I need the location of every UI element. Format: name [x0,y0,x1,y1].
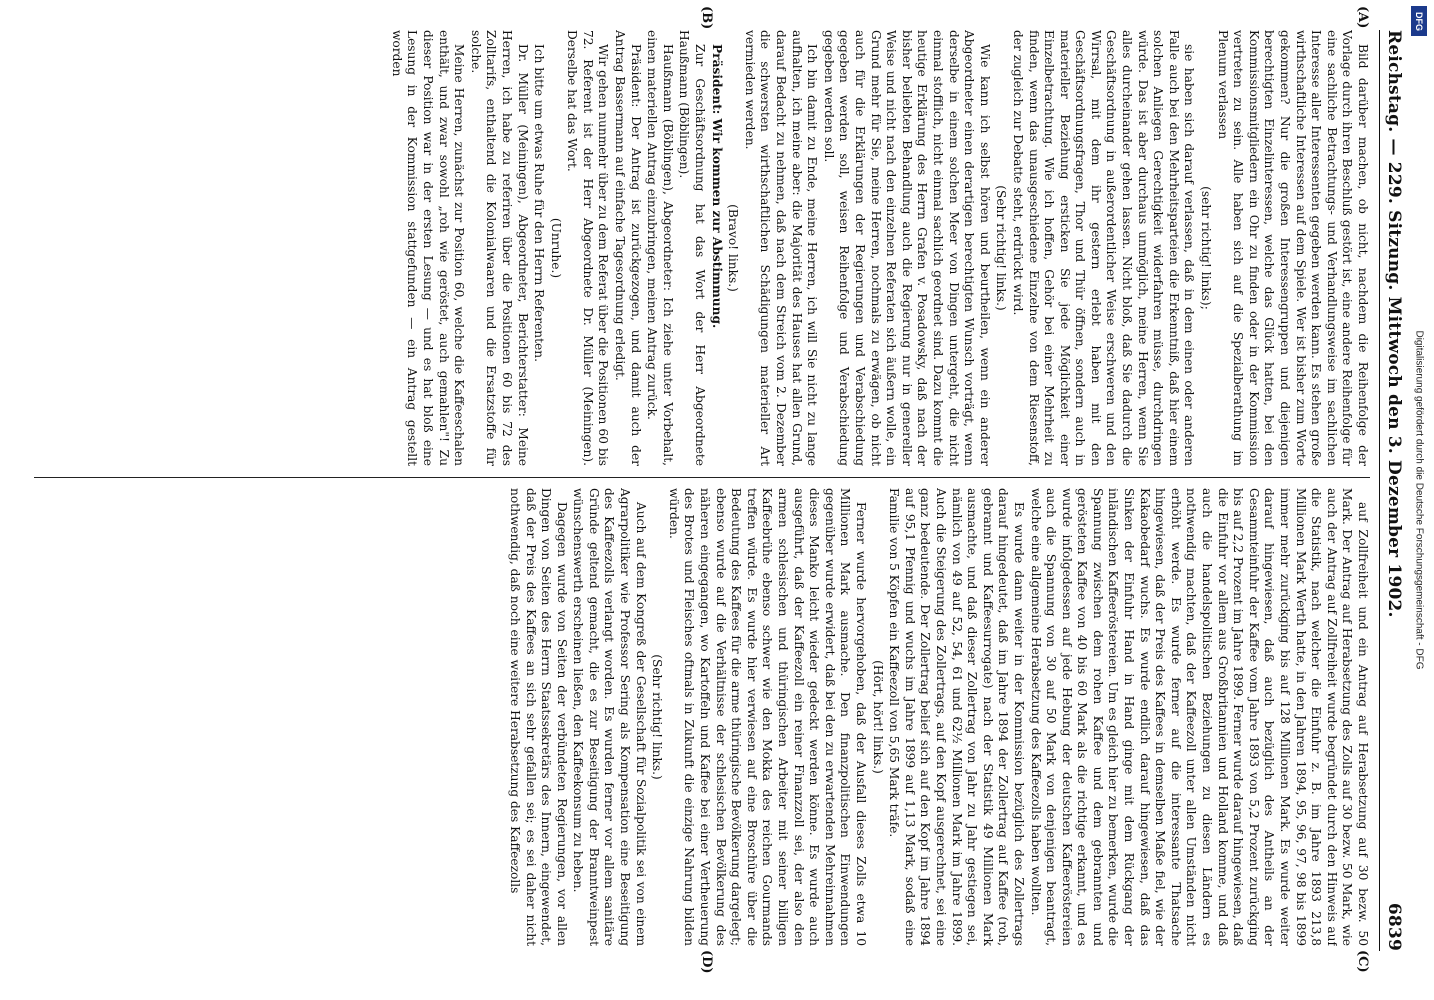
margin-mark-d: (D) [699,950,714,974]
paragraph: (Hört, hört! links.) [870,660,885,774]
paragraph: (Bravo! links.) [726,204,741,292]
paragraph: (Unruhe.) [548,217,563,279]
paragraph: Ich bin damit zu Ende, meine Herren, ich will Sie nicht zu lange aufhalten, ich meine aber: die Majorität des Hauses hat allen Grund, darauf Bedacht zu nehmen, daß nach dem Streich vom 2. Dezember die schwersten wirthschaftlichen Schädigungen materieller Art vermieden werden. [742,30,820,466]
paragraph: sie haben sich darauf verlassen, daß in dem einen oder anderen Falle auch bei den Mehrheitsparteien die Erkenntniß, daß hier einem solchen Anliegen Gerechtigkeit widerfahren müsse, durchdringen würde. Das ist aber durchaus unmöglich, meine Herren, wenn Sie alles durcheinander gehen lassen. Nicht bloß, daß Sie dadurch die Geschäftsordnung in außerordentlicher Weise erschweren und den Wirrsal, mit dem ihr gestern erlebt haben mit den Geschäftsordnungsfragen, Thor und Thür öffnen, sondern auch in materieller Beziehung ersticken Sie jede Möglichkeit einer Einzelbetrachtung. Wie ich hoffen, Gehör bei einer Mehrheit zu finden, wenn das unausgeschiedene Einzelne von dem Riesenstoff, der zugleich zur Debatte steht, erdrückt wird. [1010,30,1197,466]
paragraph: auf Zollfreiheit und ein Antrag auf Herabsetzung auf 30 bezw. 50 Mark. Der Antrag auf Herabsetzung des Zolls auf 30 bezw. 50 Mark, wie auch der Antrag auf Zollfreiheit wurde begründet durch den Hinweis auf die Statistik, nach welcher die Einfuhr z. B. im Jahre 1893 213,8 Millionen Mark Werth hatte, in den Jahren 1894, 95, 96, 97, 98 bis 1899 immer mehr zurückging bis auf 128 Millionen Mark. Es wurde weiter darauf hingewiesen, daß auch bezüglich des Antheils an der Gesammteinfuhr der Kaffee vom Jahre 1893 von 5,2 Prozent zurückging bis auf 2,2 Prozent im Jahre 1899. Ferner wurde darauf hingewiesen, daß die Einfuhr vor allem aus Großbritannien und Holland komme, und daß auch die handelspolitischen Beziehungen zu diesen Ländern es nothwendig machten, daß der Kaffeezoll unter allen Umständen nicht erhöht werde. Es wurde ferner auf die interessante Thatsache hingewiesen, daß der Preis des Kaffees in demselben Maße fiel, wie der Kakaobedarf wuchs. Es wurde endlich darauf hingewiesen, daß das Sinken der Einfuhr Hand in Hand ginge mit dem Rückgang der inländischen Kaffeeröstereien. Um es gleich hier zu bemerken, wurde die Spannung zwischen dem rohen Kaffee und dem gebrannten und gerösteten Kaffee von 40 bis 60 Mark als die richtige erkannt, und es wurde infolgedessen auf jede Hebung der deutschen Kaffeeröstereien auch die Spannung von 30 auf 50 Mark von denjenigen beantragt, welche eine allgemeine Herabsetzung des Kaffeezolls haben wollten. [1028,488,1370,946]
digitization-credit [1408,0,1430,1000]
paragraph: Präsident: Wir kommen zur Abstimmung. [709,44,724,329]
paragraph: Meine Herren, zunächst zur Position 60, welche die Kaffeeschalen enthält, und zwar sowohl „roh wie geröstet, auch gemahlen"! Zu dieser Position war in der ersten Lesung — und es hat bloß eine Lesung in der Kommission stattgefunden — ein Antrag gestellt worden [389,30,467,466]
page-header [1379,30,1408,951]
paragraph: Dagegen wurde von Seiten der verbündeten Regierungen, vor allen Dingen von Seiten des Herrn Staatssekretärs des Innern, eingewendet, daß der Preis des Kaffees an sich sehr gefallen sei; es sei daher nicht nothwendig, daß noch eine weitere Herabsetzung des Kaffeezolls [507,488,569,946]
paragraph: Haußmann (Böblingen), Abgeordneter: Ich ziehe unter Vorbehalt, einen materiellen Antrag einzubringen, meinen Antrag zurück. [645,30,675,466]
margin-mark-a: (A) [1355,6,1370,29]
dfg-logo-icon: DFG [1411,6,1427,36]
left-text-column [34,30,1370,466]
paragraph: Ferner wurde hervorgehoben, daß der Ausfall dieses Zolls etwa 10 Millionen Mark ausmache. Den finanzpolitischen Einwendungen gegenüber wurde erwidert, daß bei den zu erwartenden Mehreinnahmen dieses Manko leicht wieder gedeckt werden könne. Es wurde auch ausgeführt, daß der Kaffeezoll ein reiner Finanzzoll sei, der also den armen schlesischen und thüringischen Arbeiter mit seiner billigen Kaffeebrühe ebenso schwer wie den Mokka des reichen Gourmands treffen würde. Es wurde hier verwiesen auf eine Broschüre über die Bedeutung des Kaffees für die arme thüringische Bevölkerung dargelegt; ebenso wurde auf die Verhältnisse der schlesischen Bevölkerung des näheren eingegangen, wo Kartoffeln und Kaffee bei einer Vertheuerung des Brotes und Fleisches oftmals in Zukunft die einzige Nahrung bilden würden. [666,488,868,946]
credit-text: Digitalisierung gefördert durch die Deutsche Forschungsgemeinschaft - DFG [1413,330,1425,670]
paragraph: Ich bitte um etwas Ruhe für den Herrn Referenten. [532,44,547,362]
paragraph: Auch auf dem Kongreß der Gesellschaft für Sozialpolitik sei von einem Agrarpolitiker wie Professor Sering als Kompensation eine Beseitigung des Kaffeezolls verlangt worden. Es wurden ferner vor allem sanitäre Gründe geltend gemacht, die es zur Beseitigung der Branntweinpest wünschenswerth erscheinen ließen, den Kaffeekonsum zu heben. [571,488,648,946]
column-divider [34,477,1370,478]
paragraph: Bild darüber machen, ob nicht, nachdem die Reihenfolge der Vorlage durch ihren Beschluß gestört ist, eine andere Reihenfolge für eine sachliche Betrachtungs- und Verhandlungsweise im sachlichen Interesse aller Interessenten gegeben werden kann. Es stehen große wirthschaftliche Interessen auf dem Spiele. Wer ist bisher zum Worte gekommen? Nur die großen Interessengruppen und diejenigen berechtigten Einzelinteressen, welche das Glück hatten, bei den Kommissionsmitgliedern ein Ohr zu finden oder in der Kommission vertreten zu sein. Alle haben sich auf die Spezialberathung im Plenum verlassen [1215,30,1370,466]
page-number: 6839 [1384,902,1404,951]
paragraph: (Sehr richtig! links.) [650,654,665,780]
paragraph: Es wurde dann weiter in der Kommission bezüglich des Zollertrags darauf hingedeutet, daß im Jahre 1894 der Zollertrag auf Kaffee (roh, gebrannt und Kaffeesurrogate) nach der Statistik 49 Millionen Mark ausmachte, und daß dieser Zollertrag von Jahr zu Jahr gestiegen sei, nämlich von 49 auf 52, 54, 61 und 62½ Millionen Mark im Jahre 1899. Auch die Steigerung des Zollertrags, auf den Kopf ausgerechnet, sei eine ganz bedeutende. Der Zollertrag belief sich auf den Kopf im Jahre 1894 auf 95,1 Pfennig und wuchs im Jahre 1899 auf 1,13 Mark, sodaß eine Familie von 5 Köpfen ein Kaffeezoll von 5,65 Mark träfe. [887,488,1026,946]
paragraph: Dr. Müller (Meiningen), Abgeordneter, Berichterstatter: Meine Herren, ich habe zu referiren über die Positionen 60 bis 72 des Zolltarifs, enthaltend die Kolonialwaaren und die Ersatzstoffe für solche. [468,30,530,466]
header-title: Reichstag. — 229. Sitzung. Mittwoch den 3. Dezember 1902. [1384,30,1404,618]
paragraph: Präsident: Der Antrag ist zurückgezogen, und damit auch der Antrag Bassermann auf einfache Tagesordnung erledigt. [613,30,643,466]
paragraph: Wie kann ich selbst hören und beurtheilen, wenn ein anderer Abgeordneter einen derartigen berechtigten Wunsch vorträgt, wenn derselbe in einem solchen Meer von Dingen untergeht, die nicht einmal stofflich, nicht einmal sachlich geordnet sind. Dazu kommt die heutige Erklärung des Herrn Grafen v. Posadowsky, daß nach der bisher beliebten Behandlung auch die Regierung nur in genereller Weise und nicht nach den einzelnen Referaten sich äußern wolle, ein Grund mehr für Sie, meine Herren, nochmals zu erwägen, ob nicht auch für die Erklärungen der Regierungen und Verabschiedung gegeben werden soll, weisen Reihenfolge und Verabschiedung gegeben werden soll. [821,30,992,466]
paragraph: (sehr richtig! links); [1199,186,1214,310]
paragraph: (Sehr richtig! links.) [994,185,1009,311]
rotated-page-content [24,0,1414,975]
paragraph: Zur Geschäftsordnung hat das Wort der Herr Abgeordnete Haußmann (Böblingen). [677,30,708,466]
paragraph: Wir gehen nunmehr über zu dem Referat über die Positionen 60 bis 72. Referent ist der Herr Abgeordnete Dr. Müller (Meiningen). Derselbe hat das Wort. [565,30,611,466]
margin-mark-c: (C) [1355,950,1370,973]
right-text-column [34,488,1370,946]
margin-mark-b: (B) [699,6,714,30]
